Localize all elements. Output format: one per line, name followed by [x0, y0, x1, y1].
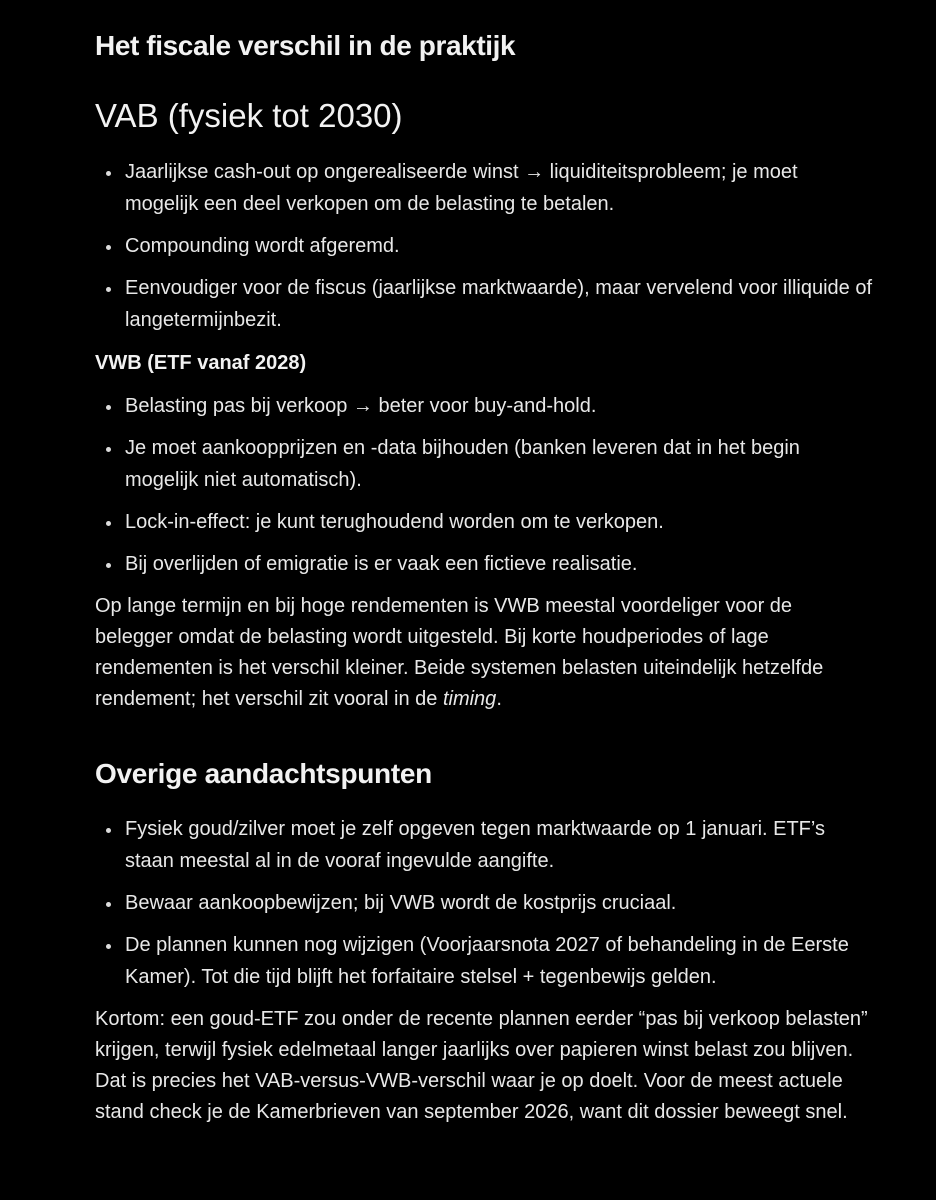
list-item: [95, 230, 875, 262]
paragraph-summary-vwb: [95, 591, 875, 715]
list-item-text: Fysiek goud/zilver moet je zelf opgeven tegen marktwaarde op 1 januari. ETF’s staan meestal al in de vooraf ingevulde aangifte.: [125, 818, 825, 872]
other-points-bullet-list: [95, 813, 875, 1003]
bullet-icon: [106, 171, 111, 176]
list-item-text: Je moet aankoopprijzen en -data bijhouden (banken leveren dat in het begin mogelijk niet automatisch).: [125, 437, 800, 491]
paragraph-text: Op lange termijn en bij hoge rendementen is VWB meestal voordeliger voor de belegger omdat de belasting wordt uitgesteld. Bij korte houdperiodes of lage rendementen is het verschil kleiner. Beide systemen belasten uiteindelijk hetzelfde rendement; het verschil zit vooral in de: [95, 595, 824, 710]
list-item: [95, 548, 875, 580]
bullet-icon: [106, 902, 111, 907]
bullet-icon: [106, 245, 111, 250]
bullet-icon: [106, 447, 111, 452]
subheading-vab: VAB (fysiek tot 2030): [95, 97, 403, 134]
bullet-icon: [106, 405, 111, 410]
list-item: [95, 272, 875, 336]
vwb-bullet-list: [95, 390, 875, 590]
list-item: [95, 929, 875, 993]
bullet-icon: [106, 287, 111, 292]
list-item: [95, 156, 875, 220]
vab-bullet-list: [95, 156, 875, 346]
bullet-icon: [106, 521, 111, 526]
list-item: [95, 887, 875, 919]
list-item-text: Bij overlijden of emigratie is er vaak een fictieve realisatie.: [125, 553, 638, 575]
list-item: [95, 390, 875, 422]
list-item: [95, 506, 875, 538]
list-item-text: Bewaar aankoopbewijzen; bij VWB wordt de kostprijs cruciaal.: [125, 892, 677, 914]
list-item-text: Compounding wordt afgeremd.: [125, 235, 400, 257]
subheading-vwb: VWB (ETF vanaf 2028): [95, 352, 307, 374]
list-item: [95, 813, 875, 877]
bullet-icon: [106, 944, 111, 949]
section-heading-other-points: Overige aandachtspunten: [95, 758, 432, 789]
list-item-text: Jaarlijkse cash-out op ongerealiseerde winst → liquiditeitsprobleem; je moet mogelijk een deel verkopen om de belasting te betalen.: [125, 161, 798, 215]
bullet-icon: [106, 563, 111, 568]
paragraph-end: .: [496, 688, 502, 710]
section-heading-fiscal-difference: Het fiscale verschil in de praktijk: [95, 30, 516, 61]
bullet-icon: [106, 828, 111, 833]
list-item-text: Eenvoudiger voor de fiscus (jaarlijkse marktwaarde), maar vervelend voor illiquide of langetermijnbezit.: [125, 277, 873, 331]
list-item-text: Belasting pas bij verkoop → beter voor buy-and-hold.: [125, 395, 597, 417]
emphasis-timing: timing: [442, 688, 497, 710]
list-item-text: De plannen kunnen nog wijzigen (Voorjaarsnota 2027 of behandeling in de Eerste Kamer). Tot die tijd blijft het forfaitaire stelsel + tegenbewijs gelden.: [125, 934, 849, 988]
paragraph-conclusion: Kortom: een goud-ETF zou onder de recente plannen eerder “pas bij verkoop belasten” krijgen, terwijl fysiek edelmetaal langer jaarlijks over papieren winst belast zou blijven. Dat is precies het VAB-versus-VWB-verschil waar je op doelt. Voor de meest actuele stand check je de Kamerbrieven van september 2026, want dit dossier beweegt snel.: [95, 1008, 868, 1123]
list-item-text: Lock-in-effect: je kunt terughoudend worden om te verkopen.: [125, 511, 664, 533]
list-item: [95, 432, 875, 496]
